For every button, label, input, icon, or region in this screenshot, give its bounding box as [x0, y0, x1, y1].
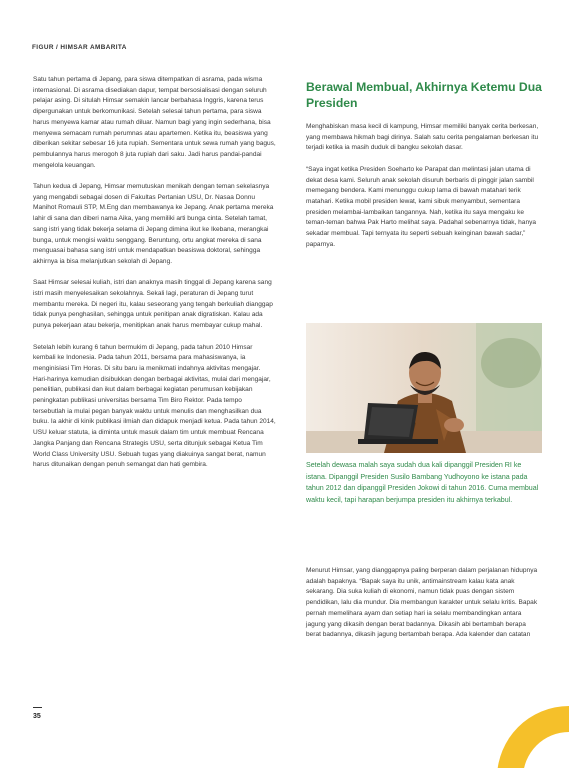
page-number-dash — [33, 707, 42, 708]
body-paragraph: Tahun kedua di Jepang, Himsar memutuskan menikah dengan teman sekelasnya yang mengabdi sebagai dosen di Fakultas Pertanian USU, Dr. Nasaa Donnu Manihot Romauli STP, M.Eng dan membawanya ke Jepang. Anak pertama mereka lahir di sana dan diberi nama Aika, yang memiliki arti bunga cinta. Setelah tamat, sang istri yang tidak bekerja selama di Jepang dimina ikut ke Ikebana, merangkai bunga, untuk mengisi waktu senggang. Beruntung, ortu angkat mereka di sana menguasai bahasa sang istri untuk mendapatkan beasiswa doktoral, sehingga akhirnya ia bisa melanjutkan sekolah di Jepang. — [33, 183, 274, 265]
portrait-illustration — [306, 323, 542, 453]
right-column-lower — [306, 566, 542, 652]
page-number: 35 — [33, 713, 41, 720]
running-header: FIGUR / HIMSAR AMBARITA — [32, 44, 127, 51]
body-paragraph: Saat Himsar selesai kuliah, istri dan anaknya masih tinggal di Jepang karena sang istri masih menyelesaikan sekolahnya. Sekali lagi, peraturan di Jepang turut membantu mereka. Di negeri itu, kalau seseorang yang tengah berkuliah dianggap tidak punya penghasilan, sehingga untuk penitipan anak digratiskan. Kalau ada punya pekerjaan atau bekerja, menitipkan anak harus membayar cukup mahal. — [33, 279, 273, 330]
photo-caption: Setelah dewasa malah saya sudah dua kali dipanggil Presiden RI ke istana. Dipanggil Presiden Susilo Bambang Yudhoyono ke istana pada tahun 2012 dan dipanggil Presiden Jokowi di tahun 2016. Cuma membual waktu kecil, tapi harapan berjumpa presiden itu akhirnya terkabul. — [306, 461, 539, 504]
body-paragraph: Menghabiskan masa kecil di kampung, Himsar memiliki banyak cerita berkesan, yang membawa hikmah bagi dirinya. Salah satu cerita pengalaman berkesan itu terjadi ketika ia masih duduk di bangku sekolah dasar. — [306, 123, 539, 152]
body-paragraph: Satu tahun pertama di Jepang, para siswa ditempatkan di asrama, pada wisma internasional. Di asrama disediakan dapur, tempat bersosialisasi dengan seluruh pelajar asing. Di situlah Himsar semakin lancar berbahasa Inggris, karena terus dipergunakan untuk berkomunikasi. Setelah selesai tahun pertama, para siswa harus menyewa kamar atau rumah diluar. Namun bagi yang ingin sederhana, bisa menyewa semacam rumah perumnas atau apartemen. Ketika itu, beasiswa yang diberikan sekitar sebesar 16 juta rupiah. Sementara untuk sewa rumah yang bagus, pembulannya harus merogoh 8 juta rupiah dari saku. Jadi harus pandai-pandai mengelola keuangan. — [33, 76, 276, 169]
section-title: Berawal Membual, Akhirnya Ketemu Dua Presiden — [306, 80, 542, 110]
left-column — [33, 75, 276, 482]
right-column — [306, 122, 542, 261]
body-paragraph: Menurut Himsar, yang dianggapnya paling berperan dalam perjalanan hidupnya adalah bapaknya. “Bapak saya itu unik, antimainstream kalau kata anak sekarang. Dia suka kuliah di ekonomi, namun tidak puas dengan sistem pendidikan, lalu dia mundur. Dia membangun karakter untuk selalu kritis. Bapak pernah memelihara ayam dan setiap hari ia selalu membandingkan antara jagung yang dikasih dengan berat badannya. Dikasih abi bertambah berapa berat badannya, dikasih jagung bertambah berapa. Ada kalender dan catatan — [306, 567, 538, 639]
body-paragraph: “Saya ingat ketika Presiden Soeharto ke Parapat dan melintasi jalan utama di dekat desa kami. Seluruh anak sekolah disuruh berbaris di pinggir jalan sambil memegang bendera. Kami menunggu cukup lama di bawah matahari terik matahari. Ketika mobil presiden lewat, kami sibuk menyambut, sementara presiden melambai-lambaikan tangannya. Nah, ketika itu saya mengaku ke teman-teman bahwa Pak Harto melihat saya. Padahal sebenarnya tidak, hanya sekadar membual. Tapi ternyata itu seperti sebuah keinginan bawah sadar,” paparnya. — [306, 165, 537, 248]
body-paragraph: Setelah lebih kurang 6 tahun bermukim di Jepang, pada tahun 2010 Himsar kembali ke Indonesia. Pada tahun 2011, bersama para mahasiswanya, ia menginisiasi Tim Horas. Di situ baru ia menikmati indahnya aktivitas mengajar. Hari-harinya kemudian disibukkan dengan berbagai aktivitas, mulai dari mengajar, penelitian, publikasi dan ikut dalam berbagai kegiatan perumusan kebijakan peningkatan publikasi universitas bersama Tim Biro Rektor. Pada tempo tersebutlah ia mulai pegan banyak waktu untuk menulis dan menghasilkan dua buku. Ia akhir di kinik publikasi ilmiah dan didapuk menjadi ketua. Pada tahun 2014, USU keluar statuta, ia diminta untuk masuk dalam tim untuk membuat Rencana Jangka Panjang dan Rencana Strategis USU, serta ditunjuk sebagai Ketua Tim World Class University USU. Sebuah tugas yang diakuinya sangat berat, namun harus ditunaikan dengan penuh semangat dan hati gembira. — [33, 343, 276, 469]
portrait-photo — [306, 323, 542, 453]
decorative-corner-shape — [470, 682, 569, 768]
